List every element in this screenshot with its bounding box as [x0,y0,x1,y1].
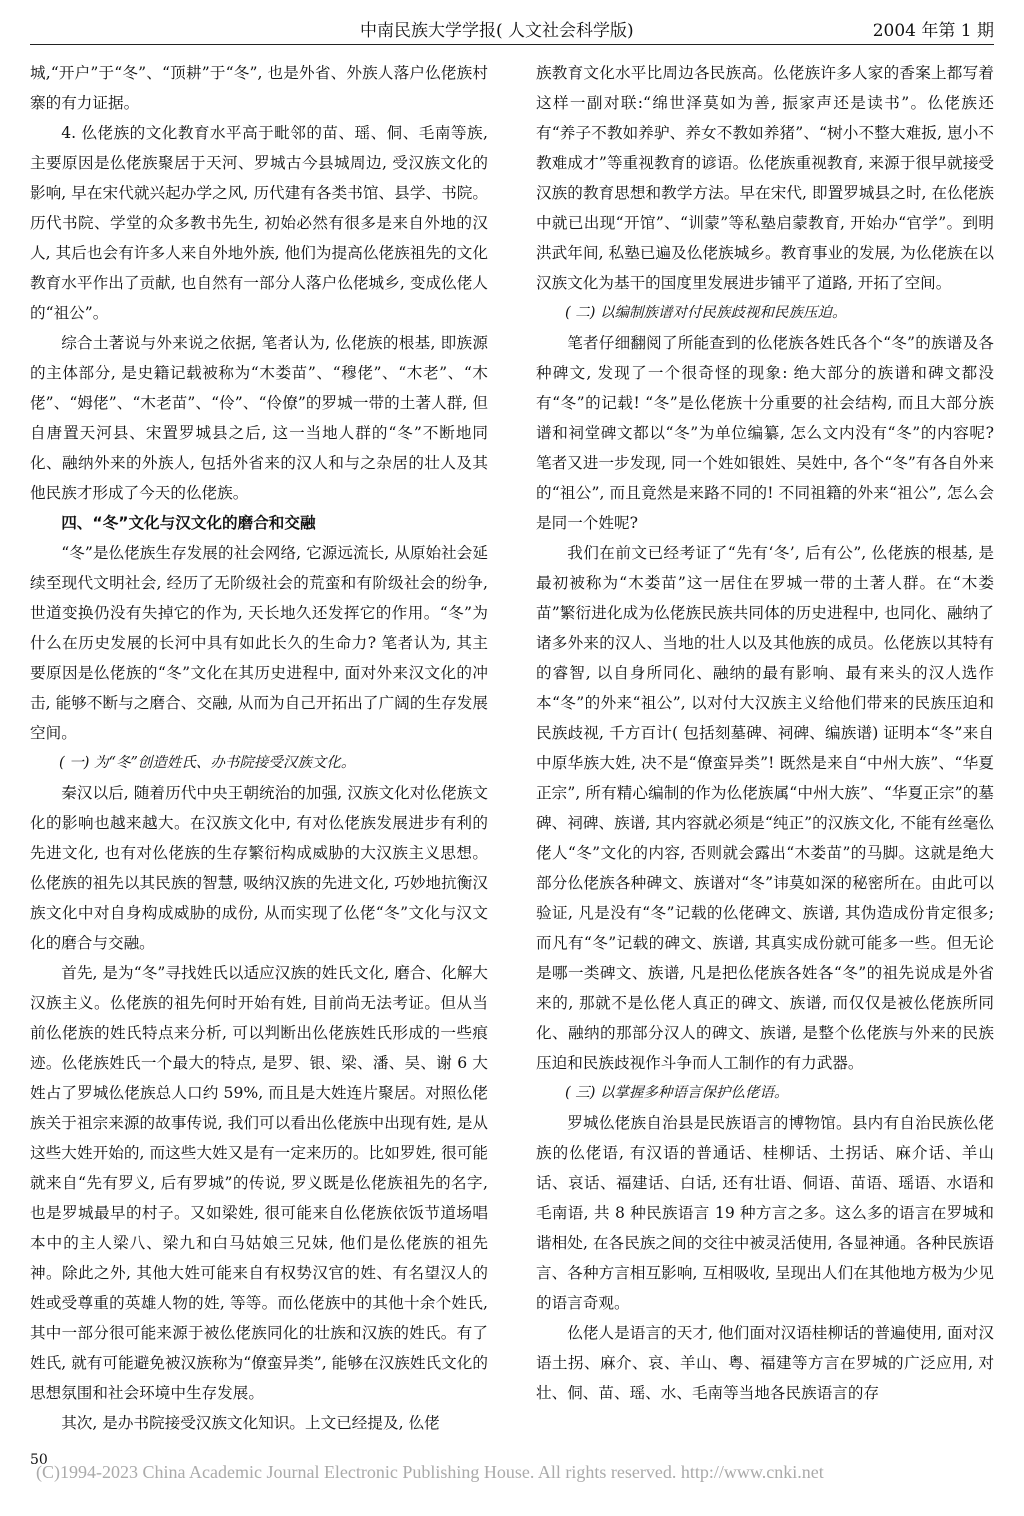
paragraph: “冬”是仫佬族生存发展的社会网络, 它源远流长, 从原始社会延续至现代文明社会, 经历了无阶级社会的荒蛮和有阶级社会的纷争, 世道变换仍没有失掉它的作为, 天长地久还发挥它的作用。“冬”为什么在历史发展的长河中具有如此长久的生命力? 笔者认为, 其主要原因是仫佬族的“冬”文化在其历史进程中, 面对外来汉文化的冲击, 能够不断与之磨合、交融, 从而为自己开拓出了广阔的生存发展空间。 [30,544,488,742]
paragraph: 族教育文化水平比周边各民族高。仫佬族许多人家的香案上都写着这样一副对联:“绵世泽莫如为善, 振家声还是读书”。仫佬族还有“养子不教如养驴、养女不教如养猪”、“树小不整大难扳, 崽小不教难成才”等重视教育的谚语。仫佬族重视教育, 来源于很早就接受汉族的教育思想和教学方法。早在宋代, 即置罗城县之时, 在仫佬族中就已出现“开馆”、“训蒙”等私塾启蒙教育, 开始办“官学”。到明洪武年间, 私塾已遍及仫佬族城乡。教育事业的发展, 为仫佬族在以汉族文化为基干的国度里发展进步铺平了道路, 开拓了空间。 [536,64,994,292]
subsection-heading: ( 一) 为“冬”创造姓氏、办书院接受汉族文化。 [59,755,356,771]
paragraph: 首先, 是为“冬”寻找姓氏以适应汉族的姓氏文化, 磨合、化解大汉族主义。仫佬族的祖先何时开始有姓, 目前尚无法考证。但从当前仫佬族的姓氏特点来分析, 可以判断出仫佬族姓氏形成的一些痕迹。仫佬族姓氏一个最大的特点, 是罗、银、梁、潘、吴、谢 6 大姓占了罗城仫佬族总人口约 59%, 而且是大姓连片聚居。对照仫佬族关于祖宗来源的故事传说, 我们可以看出仫佬族中出现有姓, 是从这些大姓开始的, 而这些大姓又是有一定来历的。比如罗姓, 很可能就来自“先有罗义, 后有罗城”的传说, 罗义既是仫佬族祖先的名字, 也是罗城最早的村子。又如梁姓, 很可能来自仫佬族依饭节道场唱本中的主人梁八、梁九和白马姑娘三兄妹, 他们是仫佬族的祖先神。除此之外, 其他大姓可能来自有权势汉官的姓、有名望汉人的姓或受尊重的英雄人物的姓, 等等。而仫佬族中的其他十余个姓氏, 其中一部分很可能来源于被仫佬族同化的壮族和汉族的姓氏。有了姓氏, 就有可能避免被汉族称为“僚蛮异类”, 能够在汉族姓氏文化的思想氛围和社会环境中生存发展。 [30,964,488,1402]
copyright-watermark: (C)1994-2023 China Academic Journal Electronic Publishing House. All rights reserved. http://www.cnki.net [36,1462,824,1482]
right-column [536,58,994,1408]
subsection-heading: ( 三) 以掌握多种语言保护仫佬语。 [565,1085,789,1101]
paragraph: 其次, 是办书院接受汉族文化知识。上文已经提及, 仫佬 [61,1414,440,1432]
issue-label: 2004 年第 1 期 [872,21,994,41]
subsection-heading: ( 二) 以编制族谱对付民族歧视和民族压迫。 [565,305,847,321]
paragraph: 罗城仫佬族自治县是民族语言的博物馆。县内有自治民族仫佬族的仫佬语, 有汉语的普通话、桂柳话、土拐话、麻介话、羊山话、哀话、福建话、白话, 还有壮语、侗语、苗语、瑶语、水语和毛南语, 共 8 种民族语言 19 种方言之多。这么多的语言在罗城和谐相处, 在各民族之间的交往中被灵活使用, 各显神通。各种民族语言、各种方言相互影响, 互相吸收, 呈现出人们在其他地方极为少见的语言奇观。 [536,1114,994,1312]
paragraph: 我们在前文已经考证了“先有‘冬’, 后有公”, 仫佬族的根基, 是最初被称为“木娄苗”这一居住在罗城一带的土著人群。在“木娄苗”繁衍进化成为仫佬族民族共同体的历史进程中, 也同化、融纳了诸多外来的汉人、当地的壮人以及其他族的成员。仫佬族以其特有的睿智, 以自身所同化、融纳的最有影响、最有来头的汉人选作本“冬”的外来“祖公”, 以对付大汉族主义给他们带来的民族压迫和民族歧视, 千方百计( 包括刻墓碑、祠碑、编族谱) 证明本“冬”来自中原华族大姓, 决不是“僚蛮异类”! 既然是来自“中州大族”、“华夏正宗”, 所有精心编制的作为仫佬族属“中州大族”、“华夏正宗”的墓碑、祠碑、族谱, 其内容就必须是“纯正”的汉族文化, 不能有丝毫仫佬人“冬”文化的内容, 否则就会露出“木娄苗”的马脚。这就是绝大部分仫佬族各种碑文、族谱对“冬”讳莫如深的秘密所在。由此可以验证, 凡是没有“冬”记载的仫佬碑文、族谱, 其伪造成份肯定很多; 而凡有“冬”记载的碑文、族谱, 其真实成份就可能多一些。但无论是哪一类碑文、族谱, 凡是把仫佬族各姓各“冬”的祖先说成是外省来的, 那就不是仫佬人真正的碑文、族谱, 而仅仅是被仫佬族所同化、融纳的那部分汉人的碑文、族谱, 是整个仫佬族与外来的民族压迫和民族歧视作斗争而人工制作的有力武器。 [536,544,994,1072]
paragraph: 综合土著说与外来说之依据, 笔者认为, 仫佬族的根基, 即族源的主体部分, 是史籍记载被称为“木娄苗”、“穆佬”、“木老”、“木佬”、“姆佬”、“木老苗”、“伶”、“伶僚”的罗城一带的土著人群, 但自唐置天河县、宋置罗城县之后, 这一当地人群的“冬”不断地同化、融纳外来的外族人, 包括外省来的汉人和与之杂居的壮人及其他民族才形成了今天的仫佬族。 [30,334,488,502]
header-rule [30,44,994,45]
journal-title: 中南民族大学学报( 人文社会科学版) [360,21,634,41]
section-heading: 四、“冬”文化与汉文化的磨合和交融 [61,514,316,532]
paragraph: 4. 仫佬族的文化教育水平高于毗邻的苗、瑶、侗、毛南等族, 主要原因是仫佬族聚居于天河、罗城古今县城周边, 受汉族文化的影响, 早在宋代就兴起办学之风, 历代建有各类书馆、县学、书院。历代书院、学堂的众多教书先生, 初始必然有很多是来自外地的汉人, 其后也会有许多人来自外地外族, 他们为提高仫佬族祖先的文化教育水平作出了贡献, 也自然有一部分人落户仫佬城乡, 变成仫佬人的“祖公”。 [30,124,488,322]
paragraph: 仫佬人是语言的天才, 他们面对汉语桂柳话的普遍使用, 面对汉语土拐、麻介、哀、羊山、粤、福建等方言在罗城的广泛应用, 对壮、侗、苗、瑶、水、毛南等当地各民族语言的存 [536,1324,994,1402]
running-header [0,0,1024,46]
paragraph: 笔者仔细翻阅了所能查到的仫佬族各姓氏各个“冬”的族谱及各种碑文, 发现了一个很奇怪的现象: 绝大部分的族谱和碑文都没有“冬”的记载! “冬”是仫佬族十分重要的社会结构, 而且大部分族谱和祠堂碑文都以“冬”为单位编纂, 怎么文内没有“冬”的内容呢? 笔者又进一步发现, 同一个姓如银姓、吴姓中, 各个“冬”有各自外来的“祖公”, 而且竟然是来路不同的! 不同祖籍的外来“祖公”, 怎么会是同一个姓呢? [536,334,994,532]
paragraph: 秦汉以后, 随着历代中央王朝统治的加强, 汉族文化对仫佬族文化的影响也越来越大。在汉族文化中, 有对仫佬族发展进步有利的先进文化, 也有对仫佬族的生存繁衍构成威胁的大汉族主义思想。仫佬族的祖先以其民族的智慧, 吸纳汉族的先进文化, 巧妙地抗衡汉族文化中对自身构成威胁的成份, 从而实现了仫佬“冬”文化与汉文化的磨合与交融。 [30,784,488,952]
page-number: 50 [30,1452,48,1468]
left-column [30,58,488,1438]
paragraph: 城,“开户”于“冬”、“顶耕”于“冬”, 也是外省、外族人落户仫佬族村寨的有力证据。 [30,64,488,112]
